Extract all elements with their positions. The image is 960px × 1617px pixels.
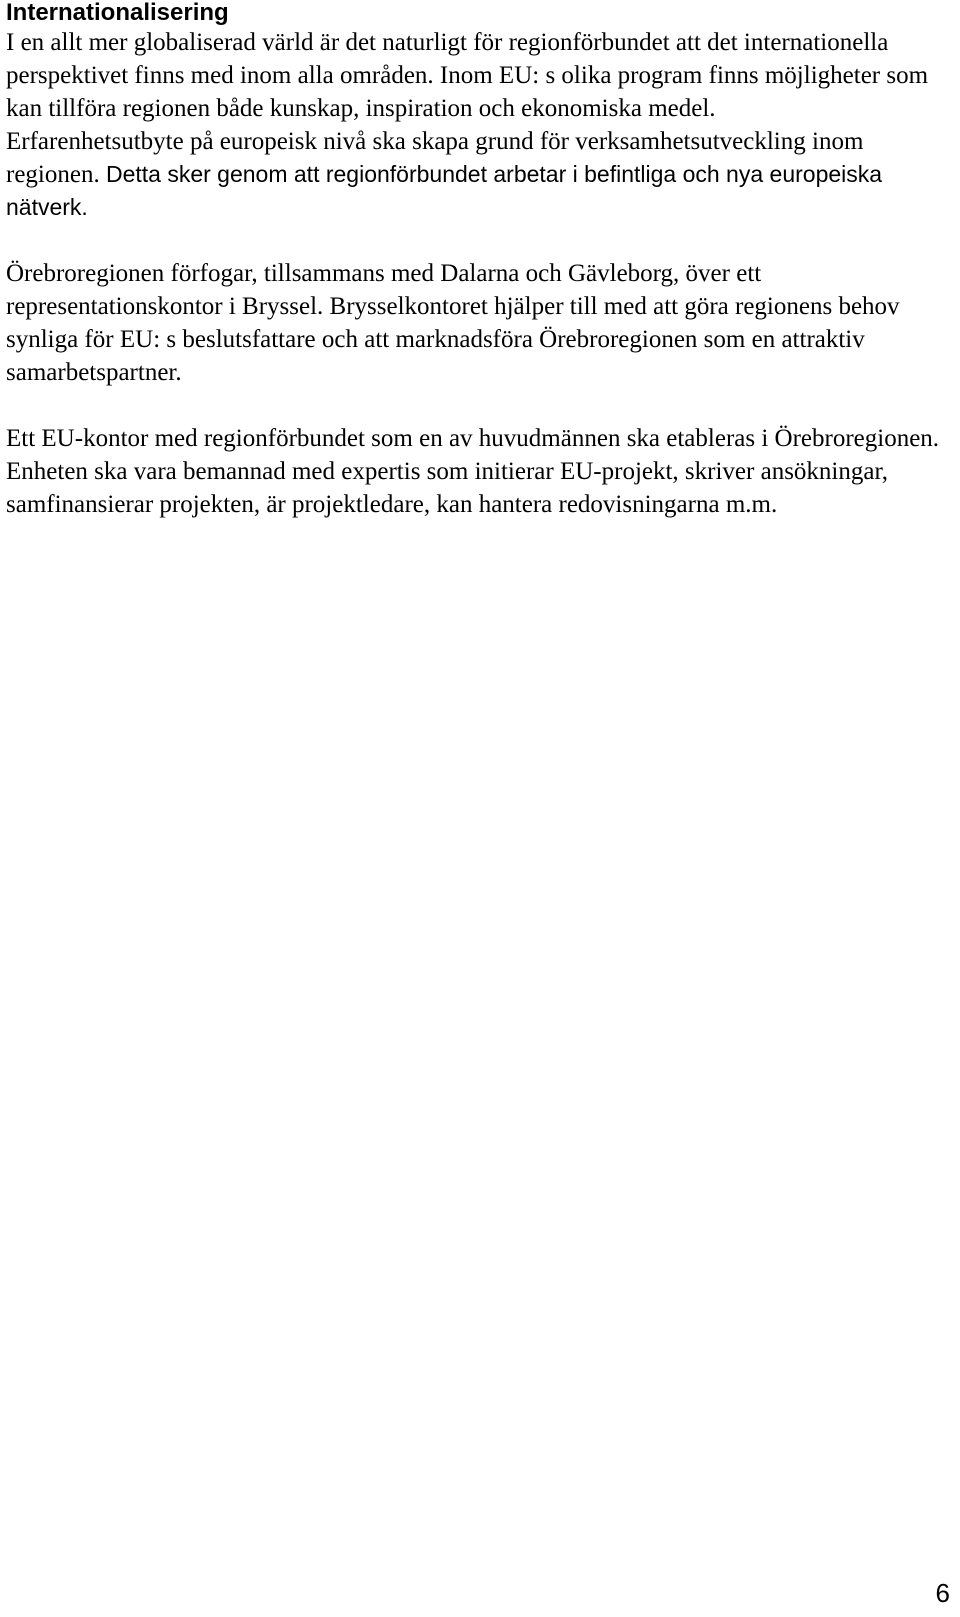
paragraph-eu-kontor: Ett EU-kontor med regionförbundet som en av huvudmännen ska etableras i Örebroregionen. Enheten ska vara bemannad med expertis som initierar EU-projekt, skriver ansökningar, samfinansierar projekten, är projektledare, kan hantera redovisningarna m.m.	[6, 425, 940, 518]
paragraph-representationskontor: Örebroregionen förfogar, tillsammans med Dalarna och Gävleborg, över ett representationskontor i Bryssel. Brysselkontoret hjälper till med att göra regionens behov synliga för EU: s beslutsfattare och att marknadsföra Örebroregionen som en attraktiv samarbetspartner.	[6, 260, 900, 386]
paragraph-erfarenhetsutbyte	[6, 125, 946, 224]
paragraph-erfarenhetsutbyte-serif: Erfarenhetsutbyte på europeisk nivå ska skapa grund för verksamhetsutveckling inom regionen.	[6, 128, 864, 188]
document-page	[6, 0, 946, 521]
paragraph-internationalisering-intro: I en allt mer globaliserad värld är det naturligt för regionförbundet att det internationella perspektivet finns med inom alla områden. Inom EU: s olika program finns möjligheter som kan tillföra regionen både kunskap, inspiration och ekonomiska medel.	[6, 29, 929, 122]
paragraph-spacer	[6, 224, 946, 257]
paragraph-spacer	[6, 389, 946, 422]
section-heading: Internationalisering	[6, 0, 229, 26]
paragraph-erfarenhetsutbyte-sans: Detta sker genom att regionförbundet arbetar i befintliga och nya europeiska nätverk.	[6, 161, 883, 220]
page-number: 6	[935, 1578, 950, 1608]
